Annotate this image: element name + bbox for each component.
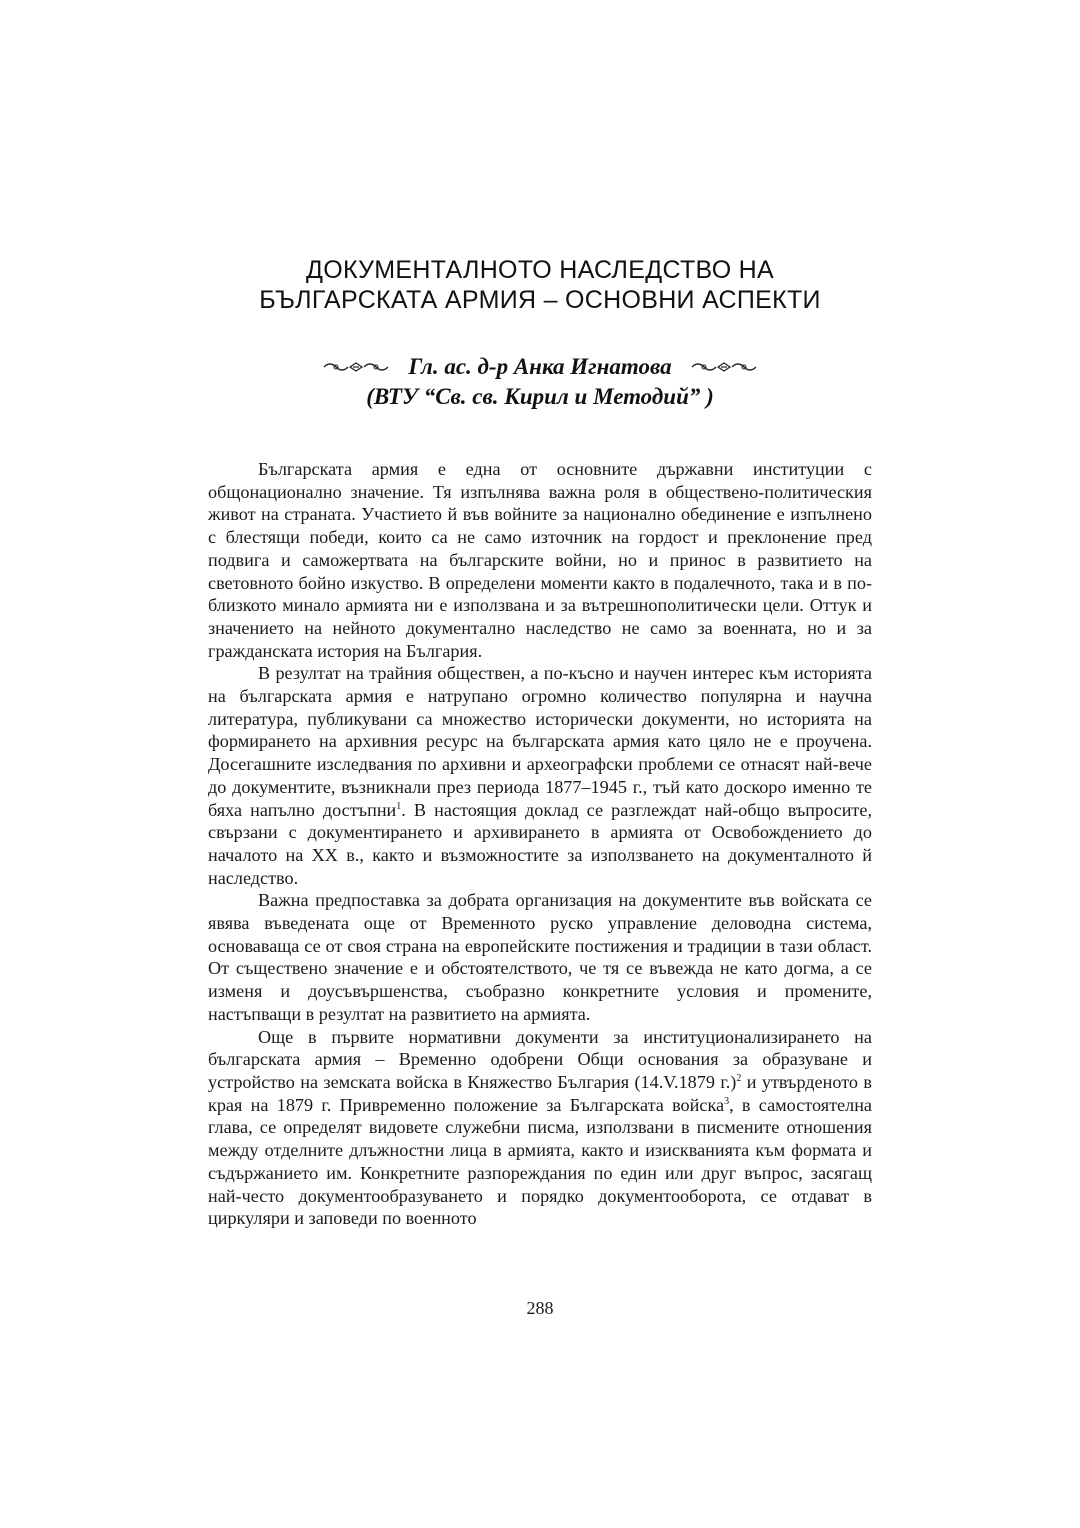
page-number: 288 xyxy=(526,1298,554,1318)
ornament-flourish-icon xyxy=(322,360,390,374)
paragraph-4-text-c: , в самостоятелна глава, се определят видовете служебни писма, използвани в писмените отношения между отделните длъжностни лица в армията, както и изискванията към формата и съдържанието им. Конкретните разпореждания по един или друг въпрос, засягащ най-често документообразуването и порядко документооборота, се отдават в циркуляри и заповеди по военното xyxy=(208,1094,872,1229)
author-affiliation: (ВТУ “Св. св. Кирил и Методий” ) xyxy=(366,384,714,409)
author-block xyxy=(0,352,1080,412)
article-body xyxy=(208,458,872,1230)
ornament-flourish-icon xyxy=(690,360,758,374)
paragraph-1: Българската армия е една от основните държавни институции с общонационално значение. Тя изпълнява важна роля в обществено-политическия живот на страната. Участието й във войните за национално обединение е изпълнено с блестящи победи, които са не само източник на гордост и преклонение пред подвига и саможертвата на българските войни, но и принос в развитието на световното бойно изкуство. В определени моменти както в подалечното, така и в по-близкото минало армията ни е използвана и за вътрешнополитически цели. Оттук и значението на нейното документално наследство не само за военната, но и за гражданската история на България. xyxy=(208,459,872,661)
paragraph-2-text-a: В резултат на трайния обществен, а по-късно и научен интерес към историята на българската армия е натрупано огромно количество популярна и научна литература, публикувани са множество исторически документи, но историята на формирането на архивния ресурс на българската армия като цяло не е проучена. Досегашните изследвания по архивни и археографски проблеми се отнасят най-вече до документите, възникнали през периода 1877–1945 г., тъй като доскоро именно те бяха напълно достъпни xyxy=(208,663,872,820)
paragraph-4 xyxy=(208,1026,872,1230)
paragraph-2 xyxy=(208,662,872,889)
article-title xyxy=(0,255,1080,315)
title-line-1: ДОКУМЕНТАЛНОТО НАСЛЕДСТВО НА xyxy=(305,256,775,284)
footnote-ref-3[interactable]: 3 xyxy=(724,1095,730,1107)
paragraph-4-text-a: Още в първите нормативни документи за институционализирането на българската армия – Временно одобрени Общи основания за образуване и устройство на земската войска в Княжество България (14.V.1879 г.) xyxy=(208,1026,872,1092)
paragraph-4-text-b: и утвърденото в края на 1879 г. Привременно положение за Българската войска xyxy=(208,1071,872,1115)
author-line xyxy=(0,352,1080,382)
title-line-2: БЪЛГАРСКАТА АРМИЯ – ОСНОВНИ АСПЕКТИ xyxy=(259,286,821,314)
author-name: Гл. ас. д-р Анка Игнатова xyxy=(408,354,672,379)
paragraph-3: Важна предпоставка за добрата организация на документите във войската се явява въведената още от Временното руско управление деловодна система, основаваща се от своя страна на европейските постижения и традиции в тази област. От съществено значение е и обстоятелството, че тя се въвежда не като догма, а се изменя и доусъвършенства, съобразно конкретните условия и промените, настъпващи в резултат на развитието на армията. xyxy=(208,890,872,1024)
footnote-ref-2[interactable]: 2 xyxy=(736,1072,742,1084)
paragraph-2-text-b: . В настоящия доклад се разглеждат най-общо въпросите, свързани с документирането и архивирането в армията от Освобождението до началото на XX в., както и възможностите за използването на документалното й наследство. xyxy=(208,799,872,888)
footnote-ref-1[interactable]: 1 xyxy=(396,800,402,812)
